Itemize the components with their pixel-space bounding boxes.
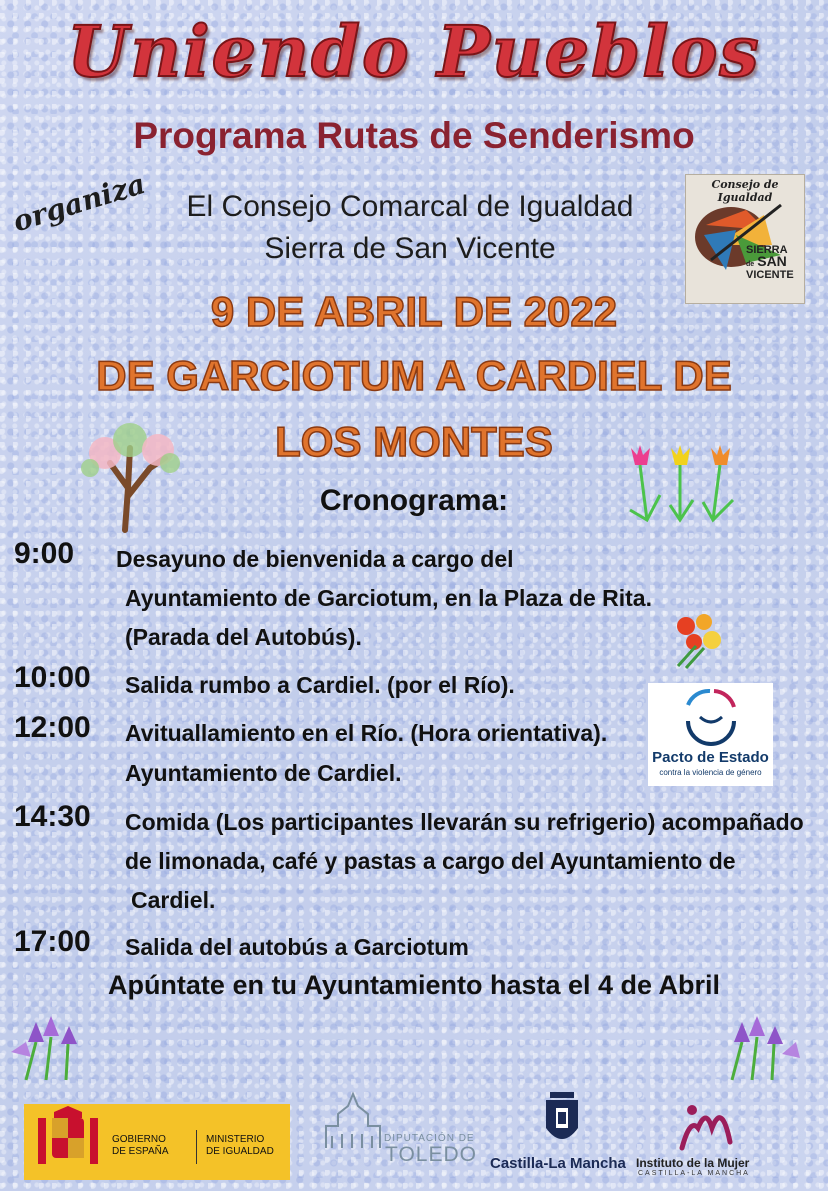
signup-deadline: Apúntate en tu Ayuntamiento hasta el 4 de Abril (107, 970, 721, 1000)
schedule-line: (Parada del Autobús). (125, 624, 362, 650)
gobierno-text (112, 1134, 169, 1158)
schedule-line: de limonada, café y pastas a cargo del Ayuntamiento de (125, 848, 736, 874)
pacto-estado-logo (648, 683, 773, 786)
schedule-time-1000: 10:00 (14, 661, 91, 694)
schedule-line: Comida (Los participantes llevarán su refrigerio) acompañado (125, 809, 804, 835)
toledo-label: TOLEDO (385, 1143, 477, 1166)
instituto-mujer-logo-icon (676, 1098, 746, 1154)
castilla-la-mancha-label: Castilla-La Mancha (490, 1155, 626, 1172)
instituto-mujer-sublabel: CASTILLA-LA MANCHA (638, 1170, 750, 1177)
gobierno-espana-logo (24, 1104, 290, 1180)
consejo-logo-emblem-icon (686, 175, 804, 303)
schedule-line: Ayuntamiento de Garciotum, en la Plaza de Rita. (125, 585, 652, 611)
gobierno-divider (196, 1130, 197, 1164)
logo-vicente-text: VICENTE (746, 269, 794, 281)
schedule-line: Salida rumbo a Cardiel. (por el Río). (125, 672, 515, 698)
logo-de-text: de (746, 261, 755, 268)
consejo-logo-sierra (746, 245, 802, 281)
spain-coat-of-arms-icon (30, 1104, 106, 1180)
logo-sierra-text: SIERRA (746, 244, 788, 256)
poster-subtitle: Programa Rutas de Senderismo (133, 115, 695, 156)
schedule-heading: Cronograma: (319, 484, 509, 517)
organizer-line-1: El Consejo Comarcal de Igualdad (186, 190, 634, 223)
organiza-tag: organiza (9, 166, 150, 239)
schedule-time-1430: 14:30 (14, 800, 91, 833)
schedule-line: Cardiel. (131, 887, 216, 913)
organizer-line-2: Sierra de San Vicente (264, 232, 556, 265)
schedule-time-0900: 9:00 (14, 537, 75, 570)
diputacion-toledo-icon (318, 1090, 388, 1152)
ministerio-line-2: DE IGUALDAD (206, 1146, 274, 1157)
pacto-tagline: contra la violencia de género (659, 768, 762, 777)
route-line-2: LOS MONTES (275, 418, 553, 465)
instituto-mujer-label: Instituto de la Mujer (636, 1156, 750, 1170)
crocus-flowers-right-icon (712, 1012, 804, 1082)
castilla-la-mancha-emblem-icon (540, 1088, 584, 1154)
schedule-line: Desayuno de bienvenida a cargo del (116, 546, 514, 572)
schedule-line: Salida del autobús a Garciotum (125, 934, 469, 960)
ministerio-text (206, 1134, 274, 1158)
diputacion-label: DIPUTACIÓN DE (384, 1133, 475, 1144)
schedule-time-1200: 12:00 (14, 711, 91, 744)
event-date: 9 DE ABRIL DE 2022 (210, 288, 618, 335)
gobierno-line-2: DE ESPAÑA (112, 1146, 169, 1157)
pacto-name: Pacto de Estado (652, 749, 769, 766)
flower-bouquet-icon (668, 610, 728, 670)
poster-title: Uniendo Pueblos (67, 10, 761, 93)
crocus-flowers-left-icon (6, 1012, 98, 1082)
gobierno-line-1: GOBIERNO (112, 1134, 166, 1145)
schedule-line: Avituallamiento en el Río. (Hora orientativa). (125, 720, 608, 746)
ministerio-line-1: MINISTERIO (206, 1134, 265, 1145)
logo-san-text: SAN (757, 253, 787, 269)
pacto-smile-icon (648, 683, 773, 749)
schedule-time-1700: 17:00 (14, 925, 91, 958)
consejo-igualdad-logo (685, 174, 805, 304)
schedule-line: Ayuntamiento de Cardiel. (125, 760, 402, 786)
consejo-logo-caption: Consejo de Igualdad (711, 178, 779, 204)
route-line-1: DE GARCIOTUM A CARDIEL DE (96, 352, 732, 399)
